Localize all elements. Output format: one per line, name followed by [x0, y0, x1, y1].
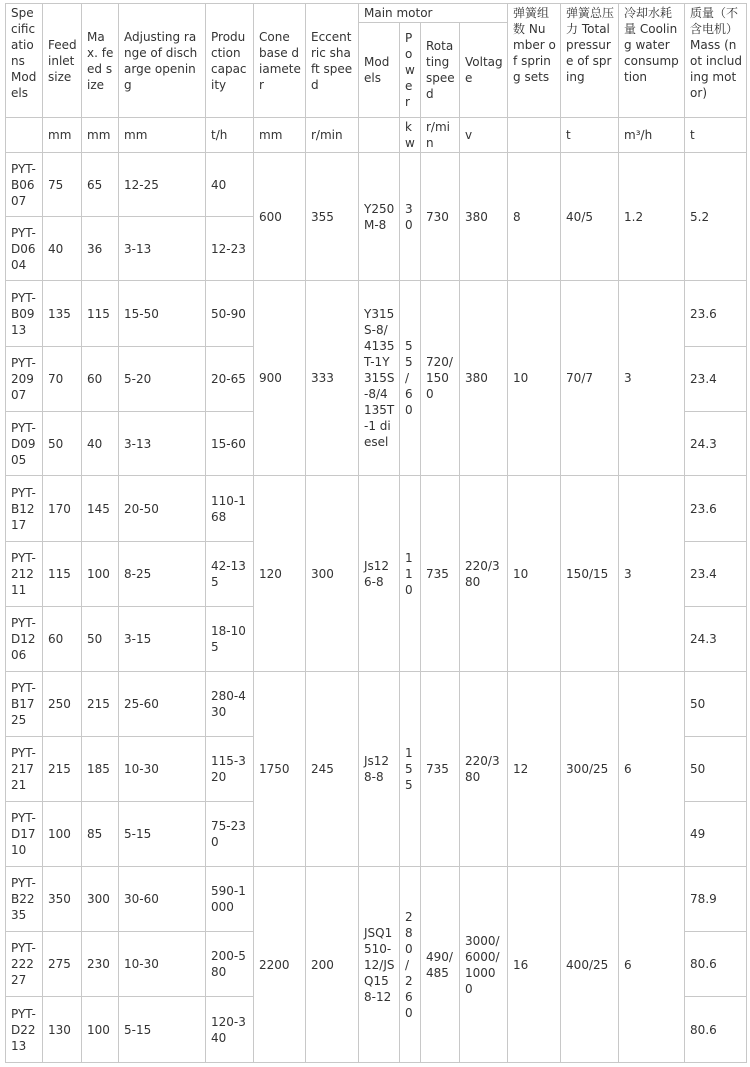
adjust-cell: 10-30	[119, 737, 206, 802]
capacity-cell: 280-430	[206, 672, 254, 737]
rot-cell: 735	[421, 672, 460, 867]
model-cell: PYT-B1725	[6, 672, 43, 737]
maxfeed-cell: 115	[82, 281, 119, 347]
maxfeed-cell: 40	[82, 412, 119, 476]
mass-cell: 23.4	[685, 347, 747, 412]
header-ecc: Eccentric shaft speed	[306, 4, 359, 118]
table-row	[6, 476, 747, 542]
springs-cell: 10	[508, 476, 561, 672]
model-cell: PYT-D1206	[6, 607, 43, 672]
model-cell: PYT-B0913	[6, 281, 43, 347]
cone-cell: 600	[254, 153, 306, 281]
ecc-cell: 300	[306, 476, 359, 672]
cone-cell: 120	[254, 476, 306, 672]
adjust-cell: 30-60	[119, 867, 206, 932]
unit-feed: mm	[43, 118, 82, 153]
adjust-cell: 3-13	[119, 217, 206, 281]
header-volt: Voltage	[460, 23, 508, 118]
adjust-cell: 3-15	[119, 607, 206, 672]
springs-cell: 8	[508, 153, 561, 281]
feed-cell: 115	[43, 542, 82, 607]
rot-cell: 730	[421, 153, 460, 281]
maxfeed-cell: 145	[82, 476, 119, 542]
volt-cell: 380	[460, 281, 508, 476]
unit-ecc: r/min	[306, 118, 359, 153]
model-cell: PYT-20907	[6, 347, 43, 412]
ecc-cell: 333	[306, 281, 359, 476]
table-row	[6, 153, 747, 217]
pressure-cell: 150/15	[561, 476, 619, 672]
power-cell: 55/60	[400, 281, 421, 476]
feed-cell: 250	[43, 672, 82, 737]
mass-cell: 23.6	[685, 476, 747, 542]
mass-cell: 23.4	[685, 542, 747, 607]
cone-cell: 2200	[254, 867, 306, 1063]
power-cell: 155	[400, 672, 421, 867]
model-cell: PYT-D1710	[6, 802, 43, 867]
table-body	[6, 153, 747, 1063]
header-models: Models	[359, 23, 400, 118]
header-cooling: 冷却水耗量 Cooling water consumption	[619, 4, 685, 118]
mass-cell: 24.3	[685, 607, 747, 672]
capacity-cell: 18-105	[206, 607, 254, 672]
model-cell: PYT-B0607	[6, 153, 43, 217]
unit-volt: v	[460, 118, 508, 153]
adjust-cell: 5-15	[119, 997, 206, 1063]
adjust-cell: 5-15	[119, 802, 206, 867]
maxfeed-cell: 300	[82, 867, 119, 932]
rot-cell: 490/485	[421, 867, 460, 1063]
adjust-cell: 12-25	[119, 153, 206, 217]
motor-model-cell: Js126-8	[359, 476, 400, 672]
maxfeed-cell: 230	[82, 932, 119, 997]
cooling-cell: 6	[619, 672, 685, 867]
table-row	[6, 867, 747, 932]
mass-cell: 78.9	[685, 867, 747, 932]
feed-cell: 170	[43, 476, 82, 542]
model-cell: PYT-22227	[6, 932, 43, 997]
capacity-cell: 75-230	[206, 802, 254, 867]
capacity-cell: 15-60	[206, 412, 254, 476]
mass-cell: 24.3	[685, 412, 747, 476]
capacity-cell: 50-90	[206, 281, 254, 347]
pressure-cell: 70/7	[561, 281, 619, 476]
capacity-cell: 42-135	[206, 542, 254, 607]
feed-cell: 350	[43, 867, 82, 932]
adjust-cell: 10-30	[119, 932, 206, 997]
maxfeed-cell: 85	[82, 802, 119, 867]
feed-cell: 135	[43, 281, 82, 347]
mass-cell: 80.6	[685, 997, 747, 1063]
mass-cell: 50	[685, 737, 747, 802]
feed-cell: 50	[43, 412, 82, 476]
header-adjust: Adjusting range of discharge opening	[119, 4, 206, 118]
spec-table	[5, 3, 747, 1063]
motor-model-cell: Y315S-8/4135T-1Y315S-8/4135T-1 diesel	[359, 281, 400, 476]
motor-model-cell: Js128-8	[359, 672, 400, 867]
unit-adjust: mm	[119, 118, 206, 153]
feed-cell: 275	[43, 932, 82, 997]
maxfeed-cell: 65	[82, 153, 119, 217]
cooling-cell: 6	[619, 867, 685, 1063]
model-cell: PYT-B1217	[6, 476, 43, 542]
maxfeed-cell: 185	[82, 737, 119, 802]
unit-springs	[508, 118, 561, 153]
springs-cell: 12	[508, 672, 561, 867]
adjust-cell: 20-50	[119, 476, 206, 542]
capacity-cell: 120-340	[206, 997, 254, 1063]
model-cell: PYT-D0604	[6, 217, 43, 281]
power-cell: 30	[400, 153, 421, 281]
volt-cell: 380	[460, 153, 508, 281]
adjust-cell: 8-25	[119, 542, 206, 607]
capacity-cell: 20-65	[206, 347, 254, 412]
maxfeed-cell: 50	[82, 607, 119, 672]
capacity-cell: 115-320	[206, 737, 254, 802]
mass-cell: 49	[685, 802, 747, 867]
unit-rot: r/min	[421, 118, 460, 153]
unit-spec	[6, 118, 43, 153]
unit-mass: t	[685, 118, 747, 153]
unit-models	[359, 118, 400, 153]
unit-cooling: m³/h	[619, 118, 685, 153]
volt-cell: 220/380	[460, 476, 508, 672]
springs-cell: 16	[508, 867, 561, 1063]
adjust-cell: 25-60	[119, 672, 206, 737]
maxfeed-cell: 100	[82, 997, 119, 1063]
capacity-cell: 12-23	[206, 217, 254, 281]
header-capacity: Production capacity	[206, 4, 254, 118]
header-mass: 质量（不含电机） Mass (not including motor)	[685, 4, 747, 118]
unit-maxfeed: mm	[82, 118, 119, 153]
volt-cell: 3000/6000/10000	[460, 867, 508, 1063]
header-pressure: 弹簧总压力 Total pressure of spring	[561, 4, 619, 118]
unit-pressure: t	[561, 118, 619, 153]
unit-cone: mm	[254, 118, 306, 153]
cooling-cell: 1.2	[619, 153, 685, 281]
header-springs: 弹簧组数 Number of spring sets	[508, 4, 561, 118]
rot-cell: 720/1500	[421, 281, 460, 476]
model-cell: PYT-D0905	[6, 412, 43, 476]
pressure-cell: 40/5	[561, 153, 619, 281]
feed-cell: 100	[43, 802, 82, 867]
header-power: Power	[400, 23, 421, 118]
motor-model-cell: Y250M-8	[359, 153, 400, 281]
maxfeed-cell: 60	[82, 347, 119, 412]
power-cell: 280/260	[400, 867, 421, 1063]
mass-cell: 80.6	[685, 932, 747, 997]
capacity-cell: 110-168	[206, 476, 254, 542]
feed-cell: 75	[43, 153, 82, 217]
maxfeed-cell: 215	[82, 672, 119, 737]
feed-cell: 215	[43, 737, 82, 802]
model-cell: PYT-21721	[6, 737, 43, 802]
header-feed: Feed inlet size	[43, 4, 82, 118]
ecc-cell: 355	[306, 153, 359, 281]
power-cell: 110	[400, 476, 421, 672]
unit-capacity: t/h	[206, 118, 254, 153]
cooling-cell: 3	[619, 476, 685, 672]
volt-cell: 220/380	[460, 672, 508, 867]
feed-cell: 70	[43, 347, 82, 412]
pressure-cell: 300/25	[561, 672, 619, 867]
cone-cell: 900	[254, 281, 306, 476]
cone-cell: 1750	[254, 672, 306, 867]
ecc-cell: 245	[306, 672, 359, 867]
motor-model-cell: JSQ1510-12/JSQ158-12	[359, 867, 400, 1063]
adjust-cell: 3-13	[119, 412, 206, 476]
adjust-cell: 15-50	[119, 281, 206, 347]
ecc-cell: 200	[306, 867, 359, 1063]
cooling-cell: 3	[619, 281, 685, 476]
mass-cell: 23.6	[685, 281, 747, 347]
header-rot: Rotating speed	[421, 23, 460, 118]
header-cone: Cone base diameter	[254, 4, 306, 118]
unit-power: kw	[400, 118, 421, 153]
maxfeed-cell: 100	[82, 542, 119, 607]
springs-cell: 10	[508, 281, 561, 476]
pressure-cell: 400/25	[561, 867, 619, 1063]
header-spec: Specifications Models	[6, 4, 43, 118]
capacity-cell: 590-1000	[206, 867, 254, 932]
mass-cell: 50	[685, 672, 747, 737]
feed-cell: 130	[43, 997, 82, 1063]
feed-cell: 40	[43, 217, 82, 281]
header-main-motor: Main motor	[359, 4, 508, 23]
mass-cell: 5.2	[685, 153, 747, 281]
feed-cell: 60	[43, 607, 82, 672]
table-header	[6, 4, 747, 153]
adjust-cell: 5-20	[119, 347, 206, 412]
model-cell: PYT-D2213	[6, 997, 43, 1063]
model-cell: PYT-21211	[6, 542, 43, 607]
model-cell: PYT-B2235	[6, 867, 43, 932]
rot-cell: 735	[421, 476, 460, 672]
capacity-cell: 40	[206, 153, 254, 217]
header-maxfeed: Max. feed size	[82, 4, 119, 118]
capacity-cell: 200-580	[206, 932, 254, 997]
maxfeed-cell: 36	[82, 217, 119, 281]
table-row	[6, 281, 747, 347]
table-row	[6, 672, 747, 737]
